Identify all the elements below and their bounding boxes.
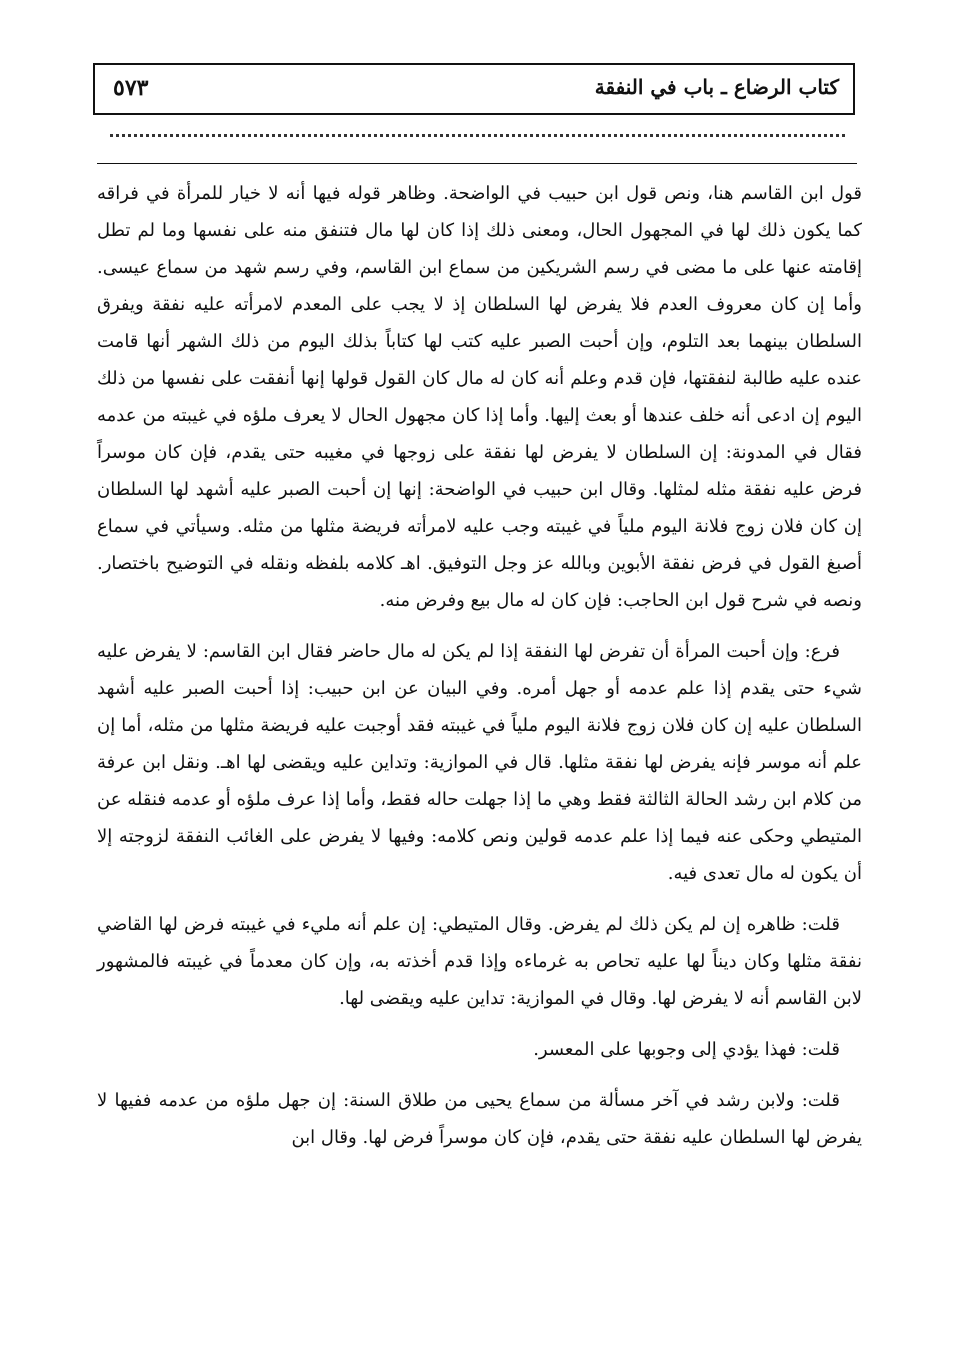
paragraph-5: قلت: ولابن رشد في آخر مسألة من سماع يحيى من طلاق السنة: إن جهل ملؤه من عدمه ففيها لا يفرض لها السلطان عليه نفقة حتى يقدم، فإن كان موسراً فرض لها. وقال ابن (97, 1090, 862, 1148)
paragraph-1: قول ابن القاسم هنا، ونص قول ابن حبيب في الواضحة. وظاهر قوله فيها أنه لا خيار للمرأة في فراقه كما يكون ذلك لها في المجهول الحال، ومعنى ذلك إذا كان لها مال فتنفق منه على نفسها وما لم تطل إقامته عنها على ما مضى في رسم الشريكين من سماع ابن القاسم، وفي رسم شهد من سماع عيسى. وأما إن كان معروف العدم فلا يفرض لها السلطان إذ لا يجب على المعدم لامرأته عليه نفقة ويفرق السلطان بينهما بعد التلوم، وإن أحبت الصبر عليه كتب لها كتاباً بذلك اليوم من ذلك الشهر أنها قامت عنده عليه طالبة لنفقتها، فإن قدم وعلم أنه كان له مال كان القول قولها إنها أنفقت على نفسها من ذلك اليوم إن ادعى أنه خلف عندها أو بعث إليها. وأما إذا كان مجهول الحال لا يعرف ملؤه في غيبته من عدمه فقال في المدونة: إن السلطان لا يفرض لها نفقة على زوجها في مغيبه حتى يقدم، فإن كان موسراً فرض عليه نفقة مثله لمثلها. وقال ابن حبيب في الواضحة: إنها إن أحبت الصبر عليه أشهد لها السلطان إن كان فلان زوج فلانة اليوم ملياً في غيبته وجب عليه لامرأته فريضة مثلها من مثله. وسيأتي في سماع أصبغ القول في فرض نفقة الأبوين وبالله عز وجل التوفيق. اهـ كلامه بلفظه ونقله في التوضيح باختصار. ونصه في شرح قول ابن الحاجب: فإن كان له مال بيع وفرض منه. (97, 183, 862, 611)
chapter-title: كتاب الرضاع ـ باب في النفقة (594, 75, 839, 99)
page-body (97, 175, 862, 1156)
paragraph-3: قلت: ظاهره إن لم يكن ذلك لم يفرض. وقال المتيطي: إن علم أنه مليء في غيبته فرض لها القاضي نفقة مثلها وكان ديناً لها عليه تحاص به غرماءه وإذا قدم أخذته به، وإن كان معدماً في غيبته فالمشهور لابن القاسم أنه لا يفرض لها. وقال في الموازية: تداين عليه ويقضى لها. (97, 914, 862, 1009)
page-number: ٥٧٣ (113, 75, 149, 101)
dotted-divider (110, 134, 845, 137)
paragraph-2: فرع: وإن أحبت المرأة أن تفرض لها النفقة إذا لم يكن له مال حاضر فقال ابن القاسم: لا يفرض عليه شيء حتى يقدم إذا علم عدمه أو جهل أمره. وفي البيان عن ابن حبيب: إذا أحبت الصبر عليه أشهد السلطان عليه إن كان فلان زوج فلانة اليوم ملياً في غيبته فقد أوجبت عليه فريضة مثلها من مثله، أما إن علم أنه موسر فإنه يفرض لها نفقة مثلها. قال في الموازية: وتداين عليه ويقضى لها اهـ. ونقل ابن عرفة من كلام ابن رشد الحالة الثالثة فقط وهي ما إذا جهلت حاله فقط، وأما إذا عرف ملؤه أو عدمه فنقله عن المتيطي وحكى عنه فيما إذا علم عدمه قولين ونص كلامه: وفيها لا يفرض على الغائب النفقة لزوجته إلا أن يكون له مال تعدى فيه. (97, 641, 862, 884)
paragraph-4: قلت: فهذا يؤدي إلى وجوبها على المعسر. (533, 1039, 840, 1060)
solid-divider (97, 163, 857, 164)
page-header (93, 63, 855, 115)
